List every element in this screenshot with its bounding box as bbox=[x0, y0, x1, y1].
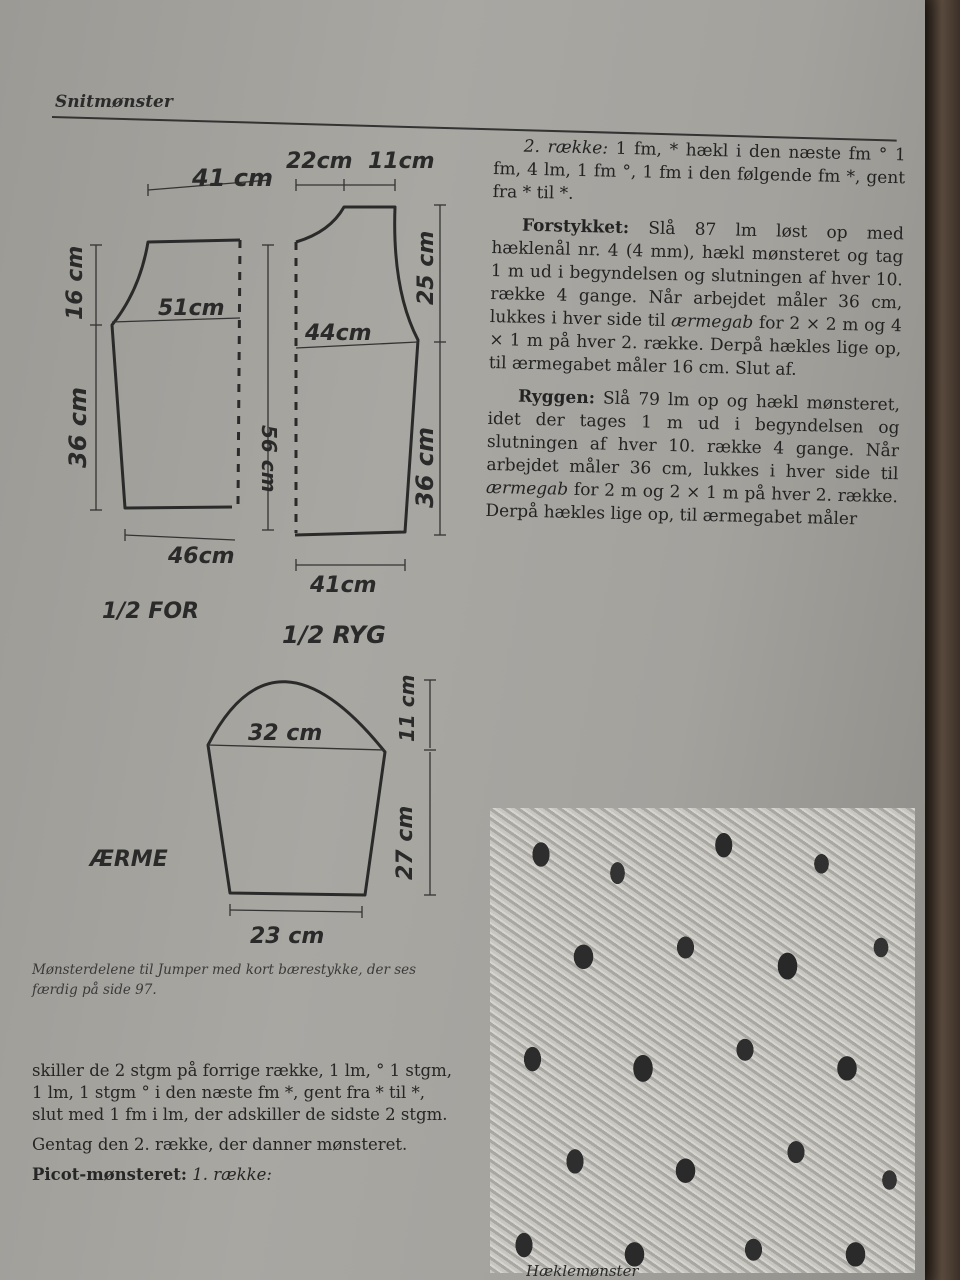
front-fold-line bbox=[238, 240, 240, 505]
page-header: Snitmønster bbox=[55, 92, 173, 112]
back-bottom-label: 41cm bbox=[310, 573, 377, 598]
right-column-text bbox=[485, 135, 906, 542]
front-bottom-dim bbox=[125, 535, 235, 540]
picot-text: 1. række: bbox=[186, 1165, 272, 1184]
back-chest-label: 44cm bbox=[305, 321, 372, 346]
front-chest-label: 51cm bbox=[158, 296, 225, 321]
back-term: ærmegab bbox=[485, 477, 569, 500]
front-term: ærmegab bbox=[670, 311, 754, 333]
sleeve-cap-label: 11 cm bbox=[395, 674, 419, 742]
back-shoulder-label: 11cm bbox=[368, 149, 435, 174]
back-heading: Ryggen: bbox=[517, 386, 596, 409]
pattern-diagram bbox=[0, 0, 480, 960]
back-outline bbox=[295, 207, 418, 535]
front-piece-label: 1/2 FOR bbox=[102, 599, 199, 624]
row2-heading: 2. række: bbox=[523, 136, 609, 159]
back-body-label: 36 cm bbox=[411, 427, 439, 508]
back-neck-label: 22cm bbox=[286, 149, 353, 174]
row2-paragraph bbox=[492, 135, 905, 213]
back-paragraph bbox=[485, 385, 900, 532]
front-text: Slå 87 lm løst op med hæklenål nr. 4 (4 mm), hækl mønsteret og tag 1 m ud i begyndelsen og slutningen af hver 10. række 4 gange. Når arbejdet måler 36 cm, lukkes i hver side til bbox=[489, 218, 905, 332]
sleeve-outline bbox=[208, 682, 385, 895]
sleeve-piece-label: ÆRME bbox=[90, 847, 168, 872]
left-paragraph bbox=[32, 1164, 452, 1186]
row2-text: 1 fm, * hækl i den næste fm ° 1 fm, 4 lm, 1 fm °, 1 fm i den følgende fm *, gent fra * til *. bbox=[492, 138, 906, 204]
back-text: Slå 79 lm op og hækl mønsteret, idet der tages 1 m ud i begyndelsen og slutningen af hver 10. række 4 gange. Når arbejdet måler 36 cm, lukkes i hver side til bbox=[486, 388, 901, 485]
figure-caption: Mønsterdelene til Jumper med kort bærestykke, der ses færdig på side 97. bbox=[32, 962, 417, 998]
front-armhole-label: 16 cm bbox=[63, 245, 88, 320]
sleeve-bottom-dim bbox=[230, 910, 362, 912]
left-column-text bbox=[32, 1060, 452, 1194]
front-top-label: 41 cm bbox=[192, 164, 273, 192]
front-outline bbox=[112, 240, 240, 508]
back-piece-label: 1/2 RYG bbox=[282, 621, 386, 649]
front-total-label: 56 cm bbox=[257, 425, 281, 493]
sleeve-bottom-label: 23 cm bbox=[250, 924, 325, 949]
crochet-stitch-photo bbox=[490, 808, 915, 1273]
back-armhole-label: 25 cm bbox=[414, 230, 439, 305]
left-paragraph: skiller de 2 stgm på forrige række, 1 lm, ° 1 stgm, 1 lm, 1 stgm ° i den næste fm *, gent fra * til *, slut med 1 fm i lm, der adskiller de sidste 2 stgm. bbox=[32, 1061, 452, 1124]
front-body-label: 36 cm bbox=[64, 387, 92, 468]
left-paragraph: Gentag den 2. række, der danner mønsteret. bbox=[32, 1135, 408, 1154]
photo-caption: Hæklemønster bbox=[526, 1262, 639, 1280]
front-paragraph bbox=[489, 214, 905, 384]
sleeve-top-label: 32 cm bbox=[248, 721, 323, 746]
picot-heading: Picot-mønsteret: bbox=[32, 1165, 187, 1184]
back-text-end: for 2 m og 2 × 1 m på hver 2. række. Derpå hækles lige op, til ærmegabet måler bbox=[485, 479, 899, 530]
front-text-end: for 2 × 2 m og 4 × 1 m på hver 2. række. Derpå hækles lige op, til ærmegabet måler 16 cm. Slut af. bbox=[488, 312, 902, 380]
front-bottom-label: 46cm bbox=[168, 544, 235, 569]
sleeve-length-label: 27 cm bbox=[393, 805, 418, 880]
front-heading: Forstykket: bbox=[521, 215, 630, 239]
